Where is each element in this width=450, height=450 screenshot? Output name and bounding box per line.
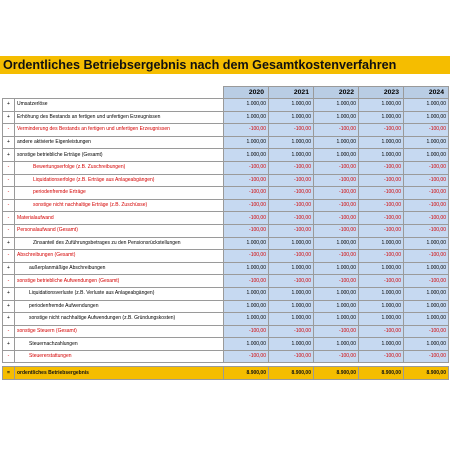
row-label: sonstige betriebliche Aufwendungen (Gesamt) xyxy=(15,275,224,288)
row-value: 1.000,00 xyxy=(359,237,404,250)
row-value: 1.000,00 xyxy=(224,99,269,112)
row-value: 1.000,00 xyxy=(404,313,449,326)
table-row xyxy=(3,136,449,149)
row-value: -100,00 xyxy=(224,350,269,363)
row-label: Erhöhung des Bestands an fertigen und unfertigen Erzeugnissen xyxy=(15,111,224,124)
table-row xyxy=(3,287,449,300)
row-value: -100,00 xyxy=(359,124,404,137)
total-value: 8.900,00 xyxy=(359,367,404,380)
row-value: 1.000,00 xyxy=(224,338,269,351)
row-label: sonstige nicht nachhaltige Aufwendungen (z.B. Gründungskosten) xyxy=(15,313,224,326)
row-value: 1.000,00 xyxy=(269,111,314,124)
table-body xyxy=(3,87,449,380)
row-value: -100,00 xyxy=(224,161,269,174)
row-value: 1.000,00 xyxy=(269,338,314,351)
row-value: 1.000,00 xyxy=(224,136,269,149)
row-value: 1.000,00 xyxy=(359,313,404,326)
row-value: -100,00 xyxy=(359,174,404,187)
row-sign: + xyxy=(3,313,15,326)
row-value: -100,00 xyxy=(224,224,269,237)
row-sign: + xyxy=(3,338,15,351)
row-value: -100,00 xyxy=(269,350,314,363)
row-label: Umsatzerlöse xyxy=(15,99,224,112)
row-value: -100,00 xyxy=(269,199,314,212)
row-sign: - xyxy=(3,325,15,338)
row-value: -100,00 xyxy=(224,212,269,225)
row-value: -100,00 xyxy=(359,199,404,212)
year-header: 2024 xyxy=(404,87,449,99)
row-value: 1.000,00 xyxy=(404,262,449,275)
row-label: Steuererstattungen xyxy=(15,350,224,363)
row-sign: + xyxy=(3,99,15,112)
row-label: sonstige Steuern (Gesamt) xyxy=(15,325,224,338)
row-value: 1.000,00 xyxy=(359,262,404,275)
row-label: Abschreibungen (Gesamt) xyxy=(15,250,224,263)
results-table xyxy=(2,86,449,380)
row-value: 1.000,00 xyxy=(359,99,404,112)
row-value: -100,00 xyxy=(269,224,314,237)
row-value: -100,00 xyxy=(404,161,449,174)
table-row xyxy=(3,275,449,288)
total-row xyxy=(3,367,449,380)
row-value: 1.000,00 xyxy=(314,136,359,149)
row-value: -100,00 xyxy=(404,350,449,363)
header-blank-label xyxy=(15,87,224,99)
row-value: 1.000,00 xyxy=(314,99,359,112)
row-value: -100,00 xyxy=(404,275,449,288)
row-sign: - xyxy=(3,199,15,212)
year-header: 2021 xyxy=(269,87,314,99)
page-title: Ordentliches Betriebsergebnis nach dem Gesamtkostenverfahren xyxy=(0,56,450,74)
table-row xyxy=(3,250,449,263)
row-sign: - xyxy=(3,275,15,288)
table-row xyxy=(3,313,449,326)
row-value: 1.000,00 xyxy=(269,136,314,149)
row-value: 1.000,00 xyxy=(359,149,404,162)
row-sign: + xyxy=(3,262,15,275)
row-value: 1.000,00 xyxy=(269,300,314,313)
table-row xyxy=(3,187,449,200)
row-label: außerplanmäßige Abschreibungen xyxy=(15,262,224,275)
row-sign: - xyxy=(3,212,15,225)
row-value: -100,00 xyxy=(404,174,449,187)
row-value: 1.000,00 xyxy=(269,237,314,250)
row-sign: + xyxy=(3,237,15,250)
total-value: 8.900,00 xyxy=(314,367,359,380)
row-label: Materialaufwand xyxy=(15,212,224,225)
row-value: -100,00 xyxy=(314,350,359,363)
table-row xyxy=(3,111,449,124)
row-value: 1.000,00 xyxy=(314,111,359,124)
row-value: 1.000,00 xyxy=(359,287,404,300)
row-sign: - xyxy=(3,250,15,263)
row-value: 1.000,00 xyxy=(359,338,404,351)
row-value: 1.000,00 xyxy=(404,99,449,112)
row-value: 1.000,00 xyxy=(404,338,449,351)
row-value: 1.000,00 xyxy=(224,149,269,162)
row-value: -100,00 xyxy=(224,325,269,338)
row-value: 1.000,00 xyxy=(224,262,269,275)
total-value: 8.900,00 xyxy=(404,367,449,380)
row-value: -100,00 xyxy=(269,275,314,288)
row-sign: + xyxy=(3,287,15,300)
row-value: 1.000,00 xyxy=(404,237,449,250)
row-value: 1.000,00 xyxy=(224,313,269,326)
row-label: Zinsanteil des Zuführungsbetrages zu den Pensionsrückstellungen xyxy=(15,237,224,250)
row-value: 1.000,00 xyxy=(314,300,359,313)
row-sign: + xyxy=(3,149,15,162)
table-row xyxy=(3,124,449,137)
row-value: -100,00 xyxy=(314,212,359,225)
row-value: -100,00 xyxy=(404,325,449,338)
table-row xyxy=(3,212,449,225)
table-row xyxy=(3,338,449,351)
row-value: 1.000,00 xyxy=(269,262,314,275)
row-value: 1.000,00 xyxy=(269,313,314,326)
row-value: -100,00 xyxy=(269,124,314,137)
row-sign: - xyxy=(3,224,15,237)
table-row xyxy=(3,237,449,250)
row-value: -100,00 xyxy=(224,275,269,288)
row-value: -100,00 xyxy=(269,212,314,225)
row-label: Liquidationsverluste (z.B. Verluste aus Anlageabgängen) xyxy=(15,287,224,300)
row-label: andere aktivierte Eigenleistungen xyxy=(15,136,224,149)
row-value: 1.000,00 xyxy=(314,313,359,326)
row-value: -100,00 xyxy=(269,250,314,263)
row-value: -100,00 xyxy=(314,161,359,174)
table-row xyxy=(3,224,449,237)
table-row xyxy=(3,325,449,338)
table-row xyxy=(3,174,449,187)
row-value: -100,00 xyxy=(404,224,449,237)
row-value: -100,00 xyxy=(314,187,359,200)
row-value: -100,00 xyxy=(404,199,449,212)
table-row xyxy=(3,161,449,174)
row-sign: - xyxy=(3,124,15,137)
row-label: periodenfremde Aufwendungen xyxy=(15,300,224,313)
row-sign: + xyxy=(3,136,15,149)
row-value: 1.000,00 xyxy=(314,237,359,250)
row-value: 1.000,00 xyxy=(269,149,314,162)
row-value: -100,00 xyxy=(224,124,269,137)
row-value: 1.000,00 xyxy=(269,99,314,112)
row-value: -100,00 xyxy=(359,224,404,237)
row-value: 1.000,00 xyxy=(314,287,359,300)
row-value: -100,00 xyxy=(404,250,449,263)
row-value: -100,00 xyxy=(404,187,449,200)
row-value: 1.000,00 xyxy=(359,300,404,313)
row-value: -100,00 xyxy=(314,124,359,137)
row-label: Bewertungserfolge (z.B. Zuschreibungen) xyxy=(15,161,224,174)
row-value: -100,00 xyxy=(314,250,359,263)
row-value: -100,00 xyxy=(314,174,359,187)
row-sign: - xyxy=(3,174,15,187)
total-value: 8.900,00 xyxy=(224,367,269,380)
table-row xyxy=(3,262,449,275)
row-value: 1.000,00 xyxy=(224,111,269,124)
row-value: 1.000,00 xyxy=(314,338,359,351)
row-sign: + xyxy=(3,111,15,124)
row-value: 1.000,00 xyxy=(224,287,269,300)
row-value: 1.000,00 xyxy=(404,287,449,300)
year-header: 2020 xyxy=(224,87,269,99)
row-value: -100,00 xyxy=(269,174,314,187)
row-value: 1.000,00 xyxy=(224,300,269,313)
year-header: 2022 xyxy=(314,87,359,99)
row-value: 1.000,00 xyxy=(224,237,269,250)
row-value: -100,00 xyxy=(359,350,404,363)
total-sign: = xyxy=(3,367,15,380)
row-value: 1.000,00 xyxy=(404,111,449,124)
table-row xyxy=(3,99,449,112)
table-row xyxy=(3,300,449,313)
row-value: -100,00 xyxy=(224,187,269,200)
row-value: 1.000,00 xyxy=(314,149,359,162)
table-row xyxy=(3,149,449,162)
row-value: -100,00 xyxy=(314,275,359,288)
row-value: -100,00 xyxy=(269,187,314,200)
row-sign: - xyxy=(3,161,15,174)
row-label: periodenfremde Erträge xyxy=(15,187,224,200)
row-value: 1.000,00 xyxy=(404,149,449,162)
row-value: -100,00 xyxy=(359,325,404,338)
row-value: -100,00 xyxy=(359,161,404,174)
row-sign: - xyxy=(3,187,15,200)
row-label: Liquidationserfolge (z.B. Erträge aus Anlageabgängen) xyxy=(15,174,224,187)
row-value: -100,00 xyxy=(359,250,404,263)
row-sign: - xyxy=(3,350,15,363)
row-value: 1.000,00 xyxy=(404,300,449,313)
row-value: -100,00 xyxy=(359,275,404,288)
row-value: 1.000,00 xyxy=(359,136,404,149)
row-label: Personalaufwand (Gesamt) xyxy=(15,224,224,237)
year-header-row xyxy=(3,87,449,99)
row-value: -100,00 xyxy=(224,250,269,263)
row-value: -100,00 xyxy=(314,199,359,212)
row-label: sonstige betriebliche Erträge (Gesamt) xyxy=(15,149,224,162)
row-value: -100,00 xyxy=(314,325,359,338)
row-value: -100,00 xyxy=(359,187,404,200)
row-value: -100,00 xyxy=(224,174,269,187)
year-header: 2023 xyxy=(359,87,404,99)
total-value: 8.900,00 xyxy=(269,367,314,380)
row-value: -100,00 xyxy=(404,212,449,225)
row-label: sonstige nicht nachhaltige Erträge (z.B. Zuschüsse) xyxy=(15,199,224,212)
row-label: Verminderung des Bestands an fertigen und unfertigen Erzeugnissen xyxy=(15,124,224,137)
row-value: 1.000,00 xyxy=(404,136,449,149)
row-value: -100,00 xyxy=(269,161,314,174)
total-label: ordentliches Betriebsergebnis xyxy=(15,367,224,380)
row-value: -100,00 xyxy=(269,325,314,338)
table-row xyxy=(3,350,449,363)
row-value: -100,00 xyxy=(224,199,269,212)
row-sign: + xyxy=(3,300,15,313)
table-row xyxy=(3,199,449,212)
row-value: -100,00 xyxy=(359,212,404,225)
row-value: -100,00 xyxy=(314,224,359,237)
row-label: Steuernachzahlungen xyxy=(15,338,224,351)
row-value: 1.000,00 xyxy=(314,262,359,275)
row-value: 1.000,00 xyxy=(269,287,314,300)
row-value: -100,00 xyxy=(404,124,449,137)
row-value: 1.000,00 xyxy=(359,111,404,124)
header-blank-sign xyxy=(3,87,15,99)
